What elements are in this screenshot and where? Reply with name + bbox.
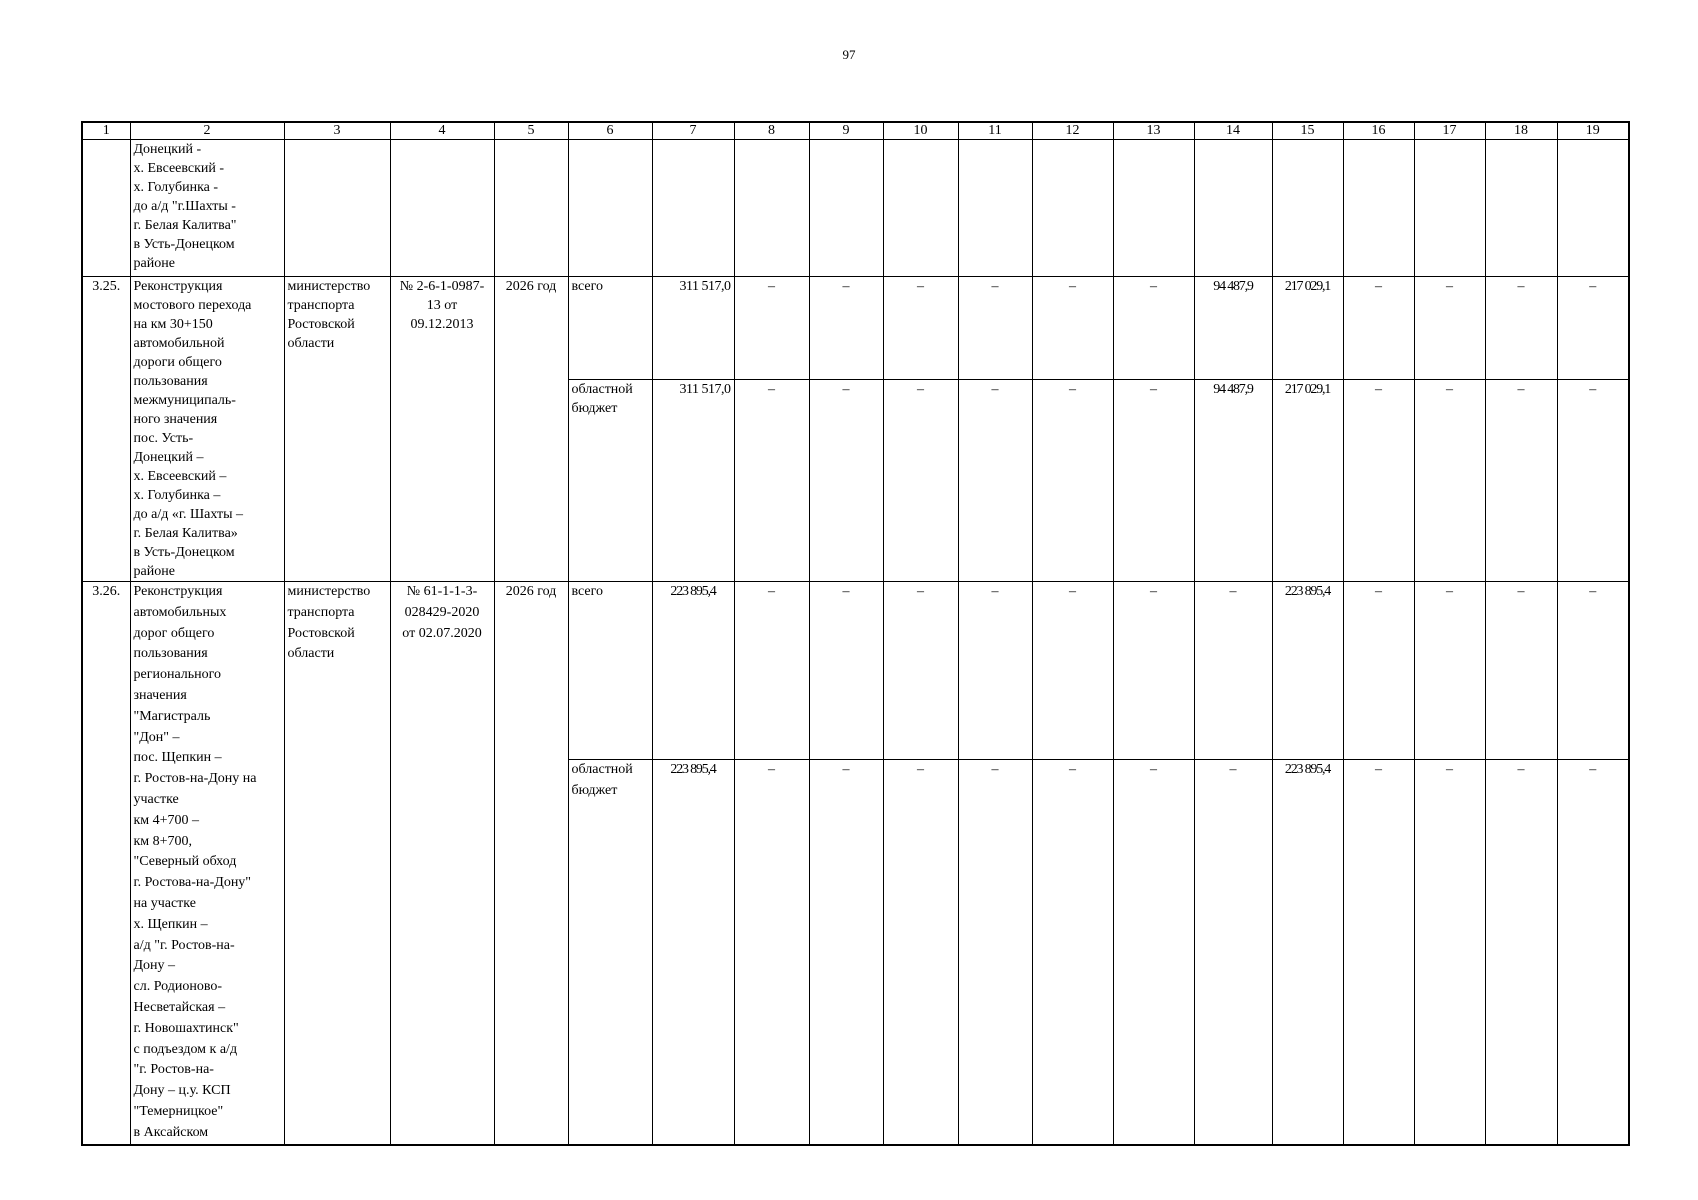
- column-number: 17: [1414, 122, 1485, 140]
- row-number-cell: 3.25.: [82, 277, 130, 582]
- value-cell: –: [1557, 760, 1629, 1145]
- value-cell: –: [734, 760, 809, 1145]
- document-cell: № 2-6-1-0987- 13 от 09.12.2013: [390, 277, 494, 582]
- value-cell: –: [809, 380, 883, 582]
- column-number-row: [82, 122, 1629, 140]
- value-cell: –: [958, 380, 1032, 582]
- value-cell: –: [1414, 582, 1485, 760]
- object-name-cell: Реконструкция мостового перехода на км 30+150 автомобильной дороги общего пользования межмуниципаль- ного значения пос. Усть- Донецкий – х. Евсеевский – х. Голубинка – до а/д «г. Шахты – г. Белая Калитва» в Усть-Донецком районе: [130, 277, 284, 582]
- value-cell: 217 029,1: [1272, 277, 1343, 380]
- column-number: 14: [1194, 122, 1272, 140]
- value-cell: –: [734, 380, 809, 582]
- column-number: 7: [652, 122, 734, 140]
- funding-source-cell: всего: [568, 277, 652, 380]
- value-cell: –: [883, 277, 958, 380]
- executor-cell: министерство транспорта Ростовской области: [284, 277, 390, 582]
- object-name-cell: Донецкий - х. Евсеевский - х. Голубинка - до а/д "г.Шахты - г. Белая Калитва" в Усть-Донецком районе: [130, 140, 284, 277]
- column-number: 3: [284, 122, 390, 140]
- value-cell: –: [1032, 277, 1113, 380]
- value-cell: –: [883, 760, 958, 1145]
- value-cell: –: [958, 277, 1032, 380]
- row-number-cell: 3.26.: [82, 582, 130, 1145]
- column-number: 16: [1343, 122, 1414, 140]
- total-cell: 311 517,0: [652, 277, 734, 380]
- value-cell: –: [883, 380, 958, 582]
- value-cell: 223 895,4: [1272, 760, 1343, 1145]
- value-cell: –: [1414, 760, 1485, 1145]
- funding-source-cell: областной бюджет: [568, 760, 652, 1145]
- value-cell: –: [1557, 380, 1629, 582]
- value-cell: –: [1485, 277, 1557, 380]
- value-cell: –: [1485, 582, 1557, 760]
- column-number: 12: [1032, 122, 1113, 140]
- column-number: 9: [809, 122, 883, 140]
- value-cell: –: [1343, 582, 1414, 760]
- funding-source-cell: областной бюджет: [568, 380, 652, 582]
- value-cell: –: [1343, 760, 1414, 1145]
- column-number: 8: [734, 122, 809, 140]
- table-row-continuation: [82, 140, 1629, 277]
- document-cell: № 61-1-1-3- 028429-2020 от 02.07.2020: [390, 582, 494, 1145]
- total-cell: 223 895,4: [652, 582, 734, 760]
- value-cell: –: [1414, 380, 1485, 582]
- column-number: 6: [568, 122, 652, 140]
- value-cell: –: [1032, 760, 1113, 1145]
- value-cell: 94 487,9: [1194, 380, 1272, 582]
- column-number: 15: [1272, 122, 1343, 140]
- value-cell: –: [1194, 760, 1272, 1145]
- column-number: 19: [1557, 122, 1629, 140]
- value-cell: –: [958, 760, 1032, 1145]
- table-row: [82, 582, 1629, 760]
- value-cell: –: [958, 582, 1032, 760]
- value-cell: 223 895,4: [1272, 582, 1343, 760]
- budget-table: [81, 121, 1630, 1146]
- value-cell: –: [734, 582, 809, 760]
- value-cell: –: [1032, 380, 1113, 582]
- column-number: 10: [883, 122, 958, 140]
- executor-cell: министерство транспорта Ростовской области: [284, 582, 390, 1145]
- value-cell: –: [809, 582, 883, 760]
- value-cell: –: [734, 277, 809, 380]
- row-number-cell: [82, 140, 130, 277]
- value-cell: –: [1485, 380, 1557, 582]
- value-cell: –: [1557, 277, 1629, 380]
- value-cell: –: [1557, 582, 1629, 760]
- column-number: 13: [1113, 122, 1194, 140]
- value-cell: –: [1113, 380, 1194, 582]
- value-cell: –: [1032, 582, 1113, 760]
- page-number: 97: [842, 47, 856, 62]
- column-number: 11: [958, 122, 1032, 140]
- value-cell: –: [1113, 760, 1194, 1145]
- funding-source-cell: всего: [568, 582, 652, 760]
- value-cell: 94 487,9: [1194, 277, 1272, 380]
- column-number: 18: [1485, 122, 1557, 140]
- value-cell: –: [1343, 380, 1414, 582]
- value-cell: –: [1194, 582, 1272, 760]
- column-number: 1: [82, 122, 130, 140]
- total-cell: 311 517,0: [652, 380, 734, 582]
- value-cell: –: [1485, 760, 1557, 1145]
- value-cell: –: [1414, 277, 1485, 380]
- value-cell: –: [809, 760, 883, 1145]
- value-cell: –: [883, 582, 958, 760]
- year-cell: 2026 год: [494, 582, 568, 1145]
- value-cell: –: [1113, 582, 1194, 760]
- column-number: 2: [130, 122, 284, 140]
- column-number: 5: [494, 122, 568, 140]
- object-name-cell: Реконструкция автомобильных дорог общего пользования регионального значения "Магистраль "Дон" – пос. Щепкин – г. Ростов-на-Дону на участке км 4+700 – км 8+700, "Северный обход г. Ростова-на-Дону" на участке х. Щепкин – а/д "г. Ростов-на- Дону – сл. Родионово- Несветайская – г. Новошахтинск" с подъездом к а/д "г. Ростов-на- Дону – ц.у. КСП "Темерницкое" в Аксайском: [130, 582, 284, 1145]
- value-cell: 217 029,1: [1272, 380, 1343, 582]
- value-cell: –: [1343, 277, 1414, 380]
- column-number: 4: [390, 122, 494, 140]
- value-cell: –: [809, 277, 883, 380]
- year-cell: 2026 год: [494, 277, 568, 582]
- table-row: [82, 277, 1629, 380]
- value-cell: –: [1113, 277, 1194, 380]
- total-cell: 223 895,4: [652, 760, 734, 1145]
